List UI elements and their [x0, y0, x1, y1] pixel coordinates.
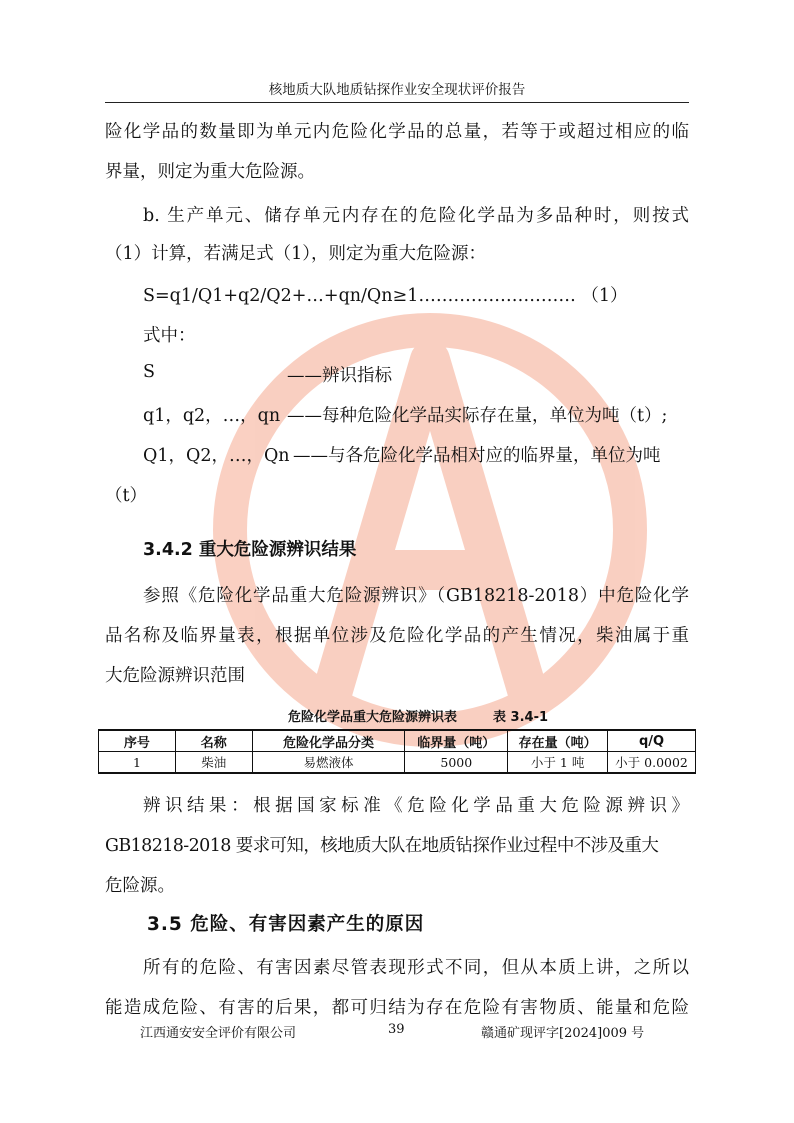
header-cell: 临界量（吨）	[405, 730, 508, 752]
paragraph-line: 能造成危险、有害的后果，都可归结为存在危险有害物质、能量和危险	[105, 998, 689, 1018]
header-cell: 序号	[99, 730, 176, 752]
formula: S=q1/Q1+q2/Q2+…+qn/Qn≥1……………………… （1）	[143, 286, 628, 306]
table-cell: 1	[99, 752, 176, 774]
section-heading: 3.4.2 重大危险源辨识结果	[143, 540, 357, 560]
footer-company: 江西通安安全评价有限公司	[140, 1026, 297, 1041]
page-header	[105, 80, 689, 103]
table-cell: 小于 1 吨	[508, 752, 608, 774]
definition-desc: ——辨识指标	[287, 366, 392, 386]
table-row	[99, 752, 696, 774]
table-header-row	[99, 730, 696, 752]
paragraph-line: 界量，则定为重大危险源。	[105, 162, 315, 182]
header-title: 核地质大队地质钻探作业安全现状评价报告	[268, 82, 526, 98]
footer-page-number: 39	[388, 1022, 405, 1037]
definition-desc-cont: （t）	[105, 486, 148, 506]
definition-symbol: S	[143, 362, 155, 382]
paragraph-line: GB18218-2018 要求可知，核地质大队在地质钻探作业过程中不涉及重大	[105, 836, 659, 856]
formula-where: 式中：	[143, 326, 196, 346]
definition-symbol: q1，q2，…，qn	[143, 406, 281, 426]
table-number: 表 3.4-1	[493, 710, 549, 725]
table-cell: 小于 0.0002	[608, 752, 696, 774]
paragraph-line: 辨识结果：根据国家标准《危险化学品重大危险源辨识》	[143, 796, 689, 816]
table-title: 危险化学品重大危险源辨识表	[288, 710, 458, 725]
table-cell: 5000	[405, 752, 508, 774]
paragraph-line: 危险源。	[105, 876, 175, 896]
table-cell: 易燃液体	[252, 752, 405, 774]
definition-desc: ——每种危险化学品实际存在量，单位为吨（t）;	[287, 406, 668, 426]
section-heading: 3.5 危险、有害因素产生的原因	[147, 914, 425, 935]
header-cell: 名称	[175, 730, 252, 752]
table-caption	[288, 706, 548, 725]
paragraph-line: 所有的危险、有害因素尽管表现形式不同，但从本质上讲，之所以	[143, 958, 689, 978]
header-cell: 危险化学品分类	[252, 730, 405, 752]
watermark-circle	[230, 330, 630, 730]
paragraph-line: 参照《危险化学品重大危险源辨识》（GB18218-2018）中危险化学	[143, 586, 689, 606]
definition-symbol: Q1，Q2，…，Qn	[143, 446, 290, 466]
footer-doc-number: 赣通矿现评字[2024]009 号	[481, 1026, 645, 1041]
paragraph-line: 品名称及临界量表，根据单位涉及危险化学品的产生情况，柴油属于重	[105, 626, 689, 646]
paragraph-line: （1）计算，若满足式（1），则定为重大危险源：	[105, 244, 487, 264]
header-cell: q/Q	[608, 730, 696, 752]
header-cell: 存在量（吨）	[508, 730, 608, 752]
paragraph-line: 大危险源辨识范围	[105, 666, 245, 686]
paragraph-line: 险化学品的数量即为单元内危险化学品的总量，若等于或超过相应的临	[105, 122, 689, 142]
hazard-table	[98, 729, 696, 774]
definition-desc: ——与各危险化学品相对应的临界量，单位为吨	[293, 446, 661, 466]
paragraph-line: b. 生产单元、储存单元内存在的危险化学品为多品种时，则按式	[143, 206, 689, 226]
table-cell: 柴油	[175, 752, 252, 774]
